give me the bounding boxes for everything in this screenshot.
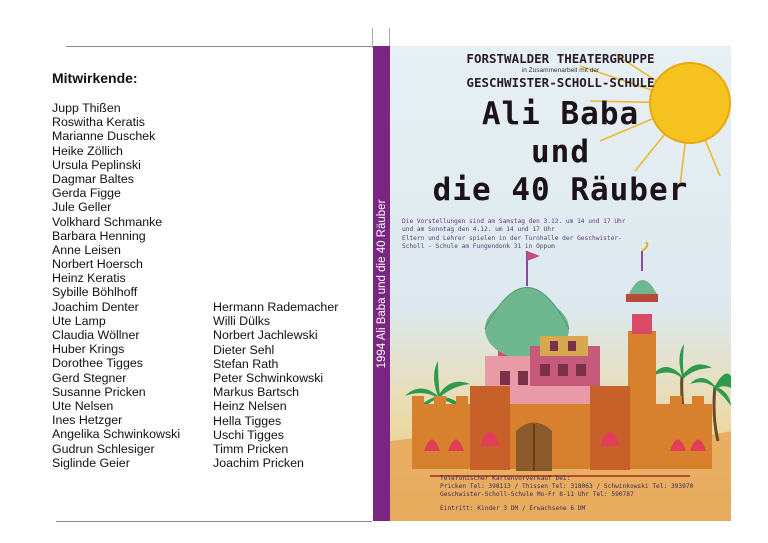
crop-mark — [372, 28, 373, 48]
spine — [373, 46, 390, 521]
bottom-rule — [56, 521, 372, 522]
cast-member: Dieter Sehl — [213, 342, 275, 357]
cast-member: Timm Pricken — [213, 441, 289, 456]
poster-venue-note: Scholl - Schule am Fungendonk 31 in Oppum — [402, 243, 555, 250]
cast-member: Peter Schwinkowski — [213, 370, 324, 385]
cast-member: Heinz Keratis — [52, 271, 126, 286]
cast-member: Norbert Jachlewski — [213, 328, 318, 343]
cast-member: Gerd Stegner — [52, 370, 127, 385]
cast-member: Hella Tigges — [213, 413, 282, 428]
cast-heading: Mitwirkende: — [52, 70, 138, 86]
poster-phone-numbers: Pricken Tel: 398113 / Thissen Tel: 318063 / Schwinkowski Tel: 393970 — [440, 483, 694, 490]
cast-member: Joachim Denter — [52, 299, 139, 314]
cast-member: Uschi Tigges — [213, 427, 284, 442]
palace-illustration — [412, 242, 712, 476]
cast-member: Dagmar Baltes — [52, 171, 134, 186]
cast-member: Huber Krings — [52, 342, 125, 357]
cast-member: Angelika Schwinkowski — [52, 427, 181, 442]
cast-member: Gerda Figge — [52, 186, 121, 201]
poster-title-line-1: Ali Baba — [481, 96, 640, 132]
cast-list-column-1 — [52, 101, 180, 470]
cast-member: Markus Bartsch — [213, 385, 300, 400]
cast-member: Claudia Wöllner — [52, 328, 140, 342]
cast-member: Volkhard Schmanke — [52, 214, 163, 229]
cast-member: Dorothee Tigges — [52, 356, 143, 371]
poster-collab-note: in Zusammenarbeit mit der — [521, 67, 600, 74]
cast-member: Susanne Pricken — [52, 384, 146, 399]
poster-performance-dates: und am Sonntag den 4.12. um 14 und 17 Uhr — [402, 226, 555, 233]
cast-member: Siglinde Geier — [52, 455, 130, 470]
cast-member: Gudrun Schlesiger — [52, 441, 155, 456]
cast-member: Ursula Peplinski — [52, 157, 141, 172]
cast-member: Barbara Henning — [52, 228, 146, 243]
poster-ticket-info: Telefonischer Kartenvorverkauf bei: — [440, 475, 571, 482]
cast-member: Joachim Pricken — [213, 456, 304, 471]
poster-cover — [390, 46, 731, 521]
spine-title: 1994 Ali Baba und die 40 Räuber — [375, 199, 388, 368]
poster-title-line-3: die 40 Räuber — [432, 172, 689, 208]
cast-member: Marianne Duschek — [52, 129, 156, 144]
cast-member: Anne Leisen — [52, 242, 121, 257]
cast-member: Roswitha Keratis — [52, 115, 145, 130]
cast-member: Norbert Hoersch — [52, 257, 143, 272]
cast-member: Hermann Rademacher — [213, 300, 339, 314]
top-rule — [66, 46, 372, 47]
cast-member: Ute Lamp — [52, 313, 106, 328]
cast-member: Stefan Rath — [213, 356, 279, 371]
poster-group-name: FORSTWALDER THEATERGRUPPE — [466, 51, 655, 66]
cast-member: Ines Hetzger — [52, 413, 123, 428]
cast-member: Sybille Böhlhoff — [52, 285, 138, 300]
cast-list-column-2 — [213, 300, 338, 470]
poster-venue-note: Eltern und Lehrer spielen in der Turnhalle der Geschwister- — [402, 235, 622, 242]
poster-performance-dates: Die Vorstellungen sind am Samstag den 3.12. um 14 und 17 Uhr — [402, 218, 626, 225]
cast-member: Jupp Thißen — [52, 101, 121, 115]
poster-phone-numbers: Geschwister-Scholl-Schule Mo-Fr 8-11 Uhr Tel: 590787 — [440, 491, 634, 498]
cast-member: Willi Dülks — [213, 314, 271, 329]
cast-member: Heike Zöllich — [52, 143, 123, 158]
cast-member: Ute Nelsen — [52, 398, 114, 413]
poster-entry-price: Eintritt: Kinder 3 DM / Erwachsene 6 DM — [440, 505, 586, 512]
poster-title-line-2: und — [531, 134, 590, 170]
poster-school-name: GESCHWISTER-SCHOLL-SCHULE — [466, 75, 655, 90]
cast-member: Jule Geller — [52, 200, 112, 215]
cast-member: Heinz Nelsen — [213, 399, 287, 414]
crop-mark — [389, 28, 390, 46]
